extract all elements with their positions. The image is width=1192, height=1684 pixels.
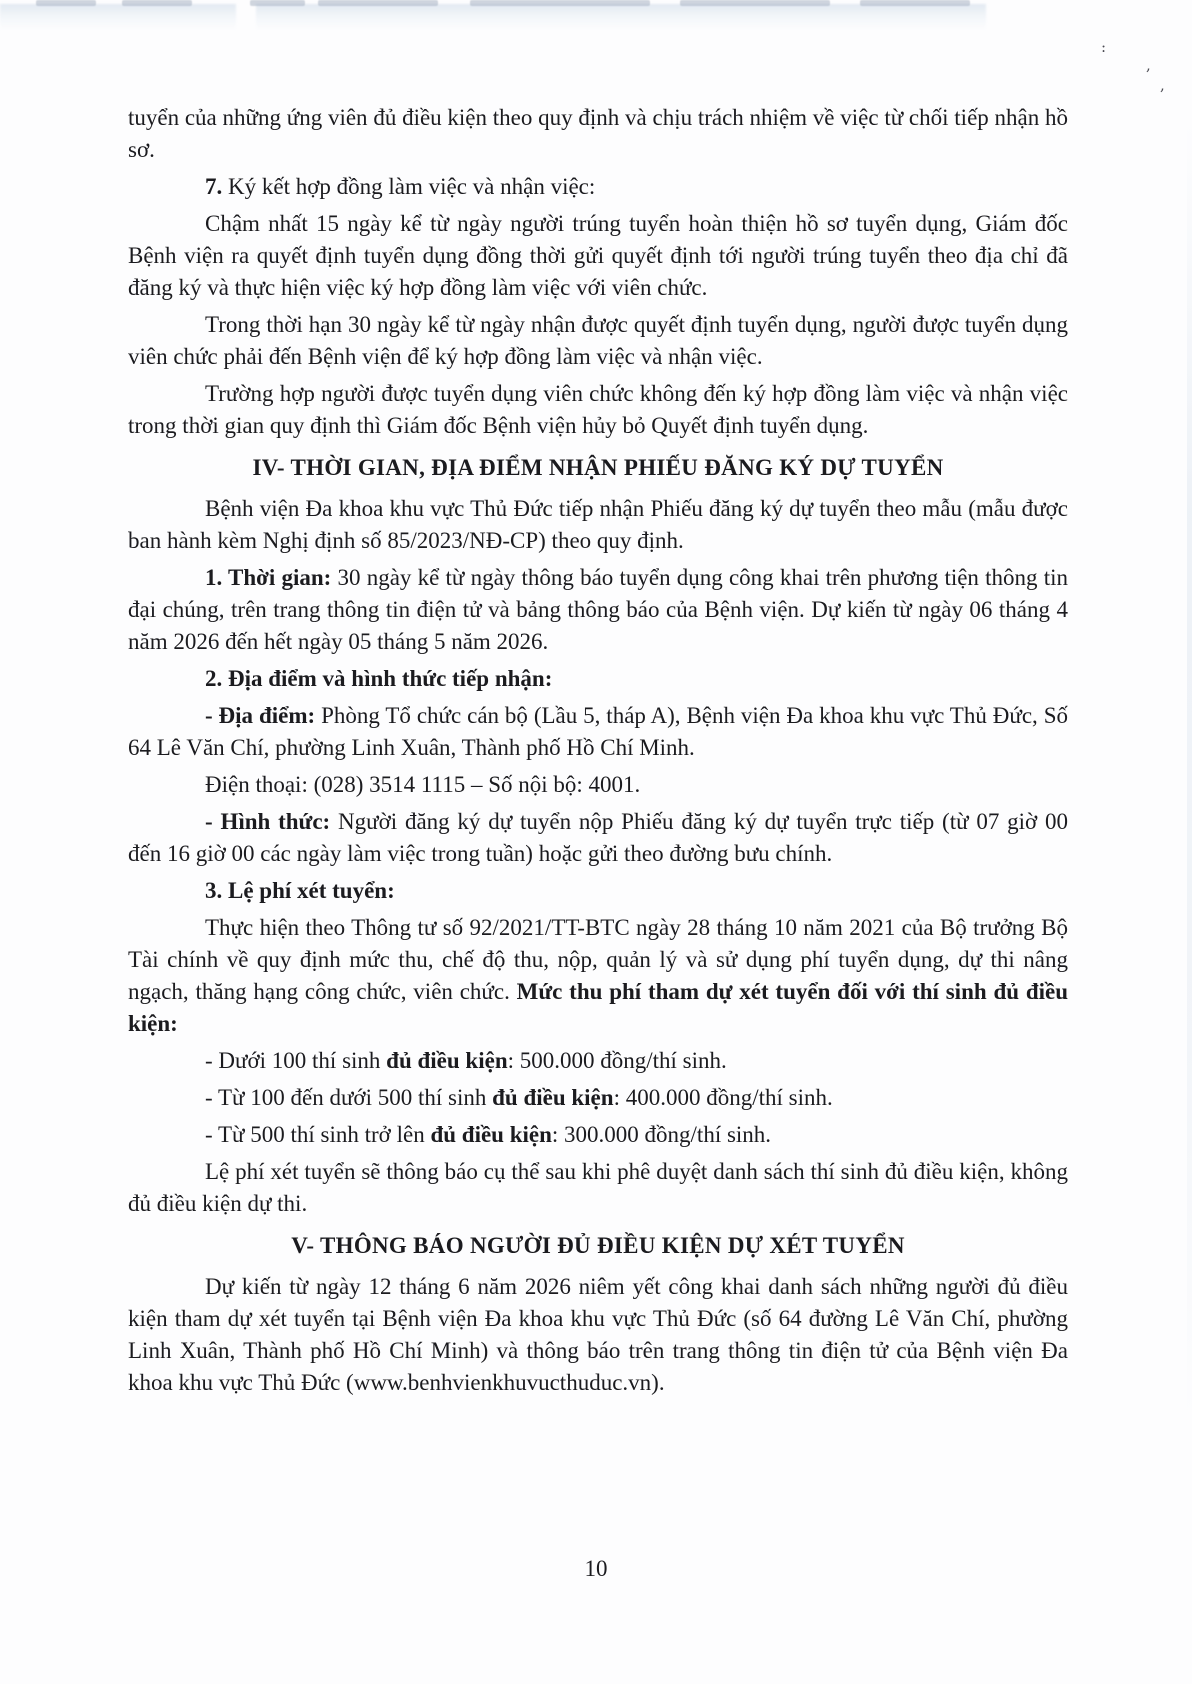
paragraph [128,102,1068,166]
text-run: Ký kết hợp đồng làm việc và nhận việc: [222,174,596,199]
scan-noise-band [0,4,236,30]
text-run: Chậm nhất 15 ngày kể từ ngày người trúng tuyển hoàn thiện hồ sơ tuyển dụng, Giám đốc Bệnh viện ra quyết định tuyển dụng đồng thời gửi quyết định tới người trúng tuyển theo địa chỉ đã đăng ký và thực hiện việc ký hợp đồng làm việc với viên chức. [128,211,1068,300]
paragraph [128,378,1068,442]
text-run: : 300.000 đồng/thí sinh. [551,1122,772,1147]
text-run: - Từ 100 đến dưới 500 thí sinh [205,1085,493,1110]
text-run: : 500.000 đồng/thí sinh. [507,1048,727,1073]
text-run-bold: - Địa điểm: [205,703,316,728]
text-run: 30 ngày kể từ ngày thông báo tuyển dụng công khai trên phương tiện thông tin đại chúng, trên trang thông tin điện tử và bảng thông báo của Bệnh viện. Dự kiến từ ngày 06 tháng 4 năm 2026 đến hết ngày 05 tháng 5 năm 2026. [128,565,1068,654]
paragraph [128,875,1068,907]
text-run: Dự kiến từ ngày 12 tháng 6 năm 2026 niêm yết công khai danh sách những người đủ điều kiện tham dự xét tuyển tại Bệnh viện Đa khoa khu vực Thủ Đức (số 64 đường Lê Văn Chí, phường Linh Xuân, Thành phố Hồ Chí Minh) và thông báo trên trang thông tin điện tử của Bệnh viện Đa khoa khu vực Thủ Đức (www.benhvienkhuvucthuduc.vn). [128,1274,1068,1395]
paragraph [128,806,1068,870]
page-number: 10 [584,1556,608,1581]
text-run: Phòng Tổ chức cán bộ (Lầu 5, tháp A), Bệnh viện Đa khoa khu vực Thủ Đức, Số 64 Lê Văn Chí, phường Linh Xuân, Thành phố Hồ Chí Minh. [128,703,1068,760]
scan-speck: , [1146,56,1151,74]
text-run: Thực hiện theo Thông tư số 92/2021/TT-BTC ngày 28 tháng 10 năm 2021 của Bộ trưởng Bộ Tài chính về quy định mức thu, chế độ thu, nộp, quản lý và sử dụng phí tuyển dụng, dự thi nâng ngạch, thăng hạng công chức, viên chức. [128,915,1068,1004]
paragraph [128,208,1068,304]
text-run-bold: đủ điều kiện [430,1122,552,1147]
scan-smudge [250,0,305,6]
text-run: - Dưới 100 thí sinh [205,1048,387,1073]
paragraph [128,912,1068,1040]
text-run: Trường hợp người được tuyển dụng viên chức không đến ký hợp đồng làm việc và nhận việc trong thời gian quy định thì Giám đốc Bệnh viện hủy bỏ Quyết định tuyển dụng. [128,381,1068,438]
text-run: Lệ phí xét tuyển sẽ thông báo cụ thể sau khi phê duyệt danh sách thí sinh đủ điều kiện, không đủ điều kiện dự thi. [128,1159,1068,1216]
text-run-bold: 3. Lệ phí xét tuyển: [205,878,395,903]
scan-smudge [680,0,830,6]
paragraph [128,171,1068,203]
text-run: Trong thời hạn 30 ngày kể từ ngày nhận được quyết định tuyển dụng, người được tuyển dụng viên chức phải đến Bệnh viện để ký hợp đồng làm việc và nhận việc. [128,312,1068,369]
text-run-bold: 2. Địa điểm và hình thức tiếp nhận: [205,666,553,691]
scan-smudge [470,0,650,6]
text-run-bold: đủ điều kiện [492,1085,614,1110]
text-run-bold: 7. [205,174,223,199]
text-run: tuyển của những ứng viên đủ điều kiện theo quy định và chịu trách nhiệm về việc từ chối tiếp nhận hồ sơ. [128,105,1068,162]
paragraph [128,700,1068,764]
paragraph [128,493,1068,557]
paragraph [128,1082,1068,1114]
text-run: Điện thoại: (028) 3514 1115 – Số nội bộ: 4001. [205,772,641,797]
text-run: Bệnh viện Đa khoa khu vực Thủ Đức tiếp nhận Phiếu đăng ký dự tuyển theo mẫu (mẫu được ban hành kèm Nghị định số 85/2023/NĐ-CP) theo quy định. [128,496,1068,553]
document-body [128,102,1068,1404]
text-run-bold: - Hình thức: [205,809,331,834]
text-run-bold: IV- THỜI GIAN, ĐỊA ĐIỂM NHẬN PHIẾU ĐĂNG KÝ DỰ TUYỂN [252,455,944,480]
scan-smudge [36,0,96,6]
paragraph [128,663,1068,695]
scan-edge-streak [1187,120,1192,1420]
scan-smudge [318,0,438,6]
text-run-bold: đủ điều kiện [386,1048,508,1073]
scan-smudge [122,0,192,6]
text-run: : 400.000 đồng/thí sinh. [613,1085,833,1110]
text-run-bold: V- THÔNG BÁO NGƯỜI ĐỦ ĐIỀU KIỆN DỰ XÉT TUYỂN [291,1233,905,1258]
text-run-bold: 1. Thời gian: [205,565,332,590]
paragraph [128,1045,1068,1077]
scan-smudge [860,0,970,6]
section-heading [128,1230,1068,1262]
paragraph [128,769,1068,801]
section-heading [128,452,1068,484]
paragraph [128,1156,1068,1220]
paragraph [128,1271,1068,1399]
paragraph [128,562,1068,658]
scan-speck: : [1101,38,1107,56]
text-run: - Từ 500 thí sinh trở lên [205,1122,431,1147]
paragraph [128,309,1068,373]
text-run-bold: Mức thu phí tham dự xét tuyển đối với thí sinh đủ điều kiện: [128,979,1069,1036]
scan-noise-band [256,4,986,30]
text-run: Người đăng ký dự tuyển nộp Phiếu đăng ký dự tuyển trực tiếp (từ 07 giờ 00 đến 16 giờ 00 các ngày làm việc trong tuần) hoặc gửi theo đường bưu chính. [128,809,1068,866]
paragraph [128,1119,1068,1151]
scan-speck: , [1160,76,1165,94]
